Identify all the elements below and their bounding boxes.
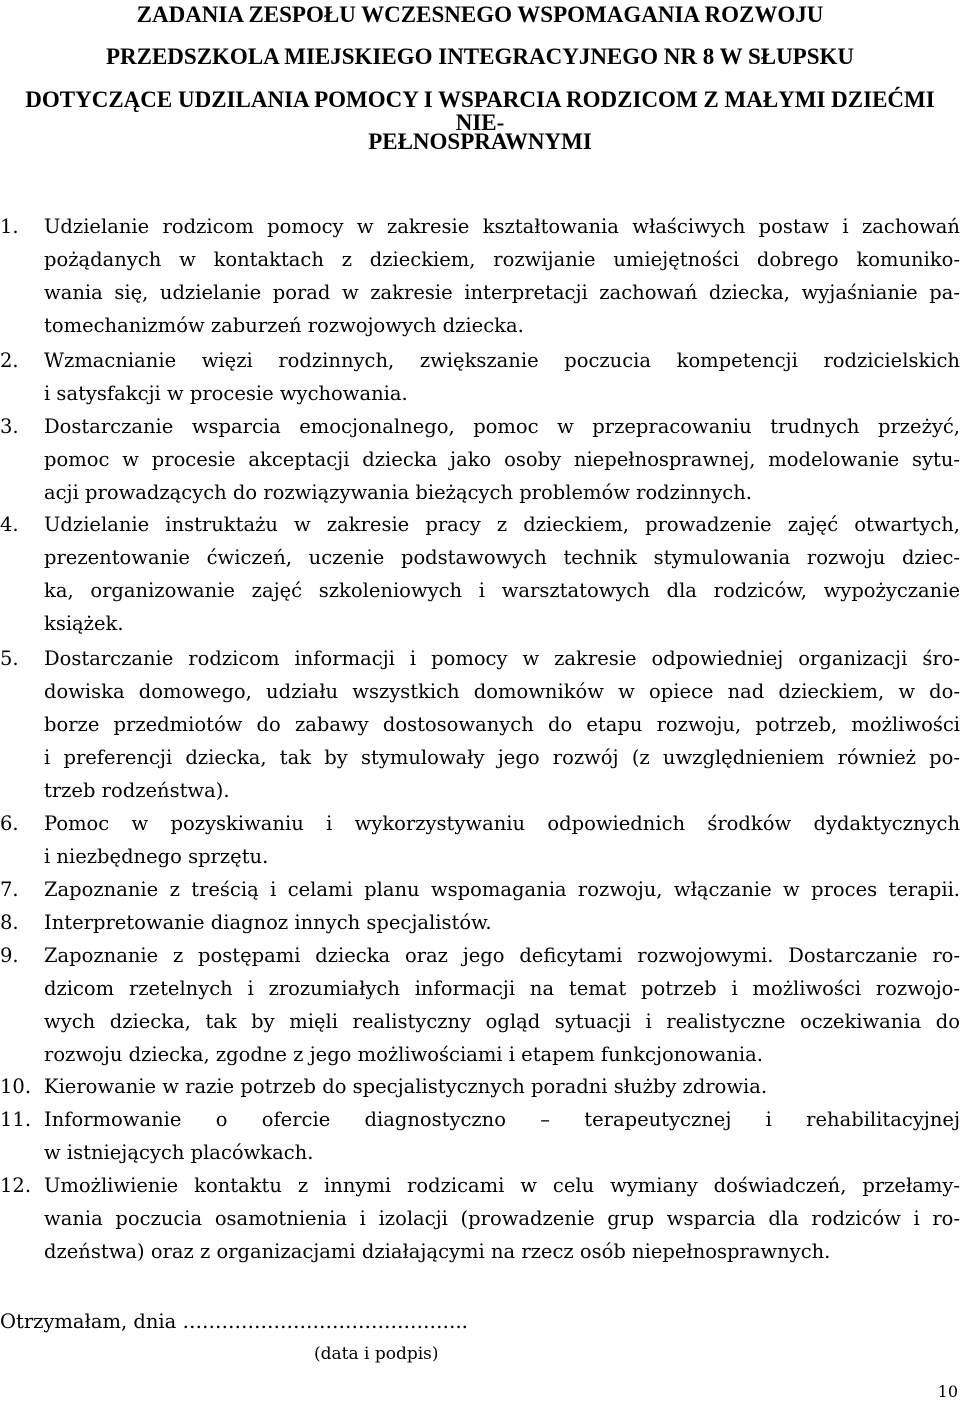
item-number: 4. [0,513,19,536]
item-text [44,939,960,1071]
title-line-3: DOTYCZĄCE UDZILANIA POMOCY I WSPARCIA RODZICOM Z MAŁYMI DZIEĆMI NIE- [25,87,935,135]
item-text-line: Umożliwienie kontaktu z innymi rodzicami w celu wymiany doświadczeń, przełamy- [44,1174,960,1197]
item-text-line: Pomoc w pozyskiwaniu i wykorzystywaniu odpowiednich środków dydaktycznych [44,812,960,835]
item-number: 5. [0,647,19,670]
item-text-line: książek. [44,612,124,635]
item-text-line: Interpretowanie diagnoz innych specjalistów. [44,911,492,934]
item-text-line: wania poczucia osamotnienia i izolacji (prowadzenie grup wsparcia dla rodziców i ro- [44,1207,960,1230]
page-number: 10 [937,1382,958,1401]
item-text-line: Zapoznanie z treścią i celami planu wspomagania rozwoju, włączanie w proces terapii. [44,878,960,901]
item-text-line: dzicom rzetelnych i zrozumiałych informacji na temat potrzeb i możliwości rozwojo- [44,977,960,1000]
item-number: 10. [0,1075,32,1098]
item-text [44,1070,960,1103]
item-text-line: i preferencji dziecka, tak by stymulowały jego rozwój (z uwzględnieniem również po- [44,746,960,769]
item-text [44,210,960,342]
item-number: 9. [0,944,19,967]
title-line-1: ZADANIA ZESPOŁU WCZESNEGO WSPOMAGANIA ROZWOJU [136,2,824,27]
item-text-line: wania się, udzielanie porad w zakresie interpretacji zachowań dziecka, wyjaśnianie pa- [44,281,960,304]
item-text-line: Udzielanie instruktażu w zakresie pracy z dzieckiem, prowadzenie zajęć otwartych, [44,513,960,536]
item-text-line: Zapoznanie z postępami dziecka oraz jego deficytami rozwojowymi. Dostarczanie ro- [44,944,960,967]
item-number: 12. [0,1174,32,1197]
title-line-2: PRZEDSZKOLA MIEJSKIEGO INTEGRACYJNEGO NR 8 W SŁUPSKU [105,44,855,69]
item-text-line: pomoc w procesie akceptacji dziecka jako osoby niepełnosprawnej, modelowanie sytu- [44,448,960,471]
item-text-line: acji prowadzących do rozwiązywania bieżących problemów rodzinnych. [44,481,752,504]
item-text-line: i niezbędnego sprzętu. [44,845,269,868]
item-text-line: Informowanie o ofercie diagnostyczno – terapeutycznej i rehabilitacyjnej [44,1108,960,1131]
item-text-line: trzeb rodzeństwa). [44,779,230,802]
item-text-line: prezentowanie ćwiczeń, uczenie podstawowych technik stymulowania rozwoju dziec- [44,546,960,569]
item-number: 8. [0,911,19,934]
item-text-line: dzeństwa) oraz z organizacjami działającymi na rzecz osób niepełnosprawnych. [44,1240,831,1263]
item-text-line: tomechanizmów zaburzeń rozwojowych dziecka. [44,314,524,337]
item-text-line: dowiska domowego, udziału wszystkich domowników w opiece nad dzieckiem, w do- [44,680,960,703]
item-text-line: ka, organizowanie zajęć szkoleniowych i warsztatowych dla rodziców, wypożyczanie [44,579,960,602]
item-number: 3. [0,415,19,438]
item-number: 11. [0,1108,32,1131]
title-line-4: PEŁNOSPRAWNYMI [368,129,592,154]
item-text-line: rozwoju dziecka, zgodne z jego możliwościami i etapem funkcjonowania. [44,1043,763,1066]
item-text-line: pożądanych w kontaktach z dzieckiem, rozwijanie umiejętności dobrego komuniko- [44,248,960,271]
item-number: 2. [0,349,19,372]
item-text-line: i satysfakcji w procesie wychowania. [44,382,408,405]
item-text [44,410,960,509]
item-text-line: Kierowanie w razie potrzeb do specjalistycznych poradni służby zdrowia. [44,1075,768,1098]
item-number: 6. [0,812,19,835]
item-text-line: wych dziecka, tak by mięli realistyczny ogląd sytuacji i realistyczne oczekiwania do [44,1010,960,1033]
item-number: 7. [0,878,19,901]
item-text [44,807,960,873]
item-text-line: Udzielanie rodzicom pomocy w zakresie kształtowania właściwych postaw i zachowań [44,215,960,238]
item-text-line: Dostarczanie rodzicom informacji i pomocy w zakresie odpowiedniej organizacji śro- [44,647,960,670]
signature-caption: (data i podpis) [314,1344,439,1364]
item-text [44,1103,960,1169]
item-text [44,1169,960,1268]
item-text [44,344,960,410]
received-date-line: Otrzymałam, dnia …………………………………….. [0,1310,468,1333]
item-text [44,906,960,939]
item-text-line: w istniejących placówkach. [44,1141,314,1164]
item-number: 1. [0,215,19,238]
item-text [44,642,960,807]
item-text [44,873,960,906]
item-text-line: borze przedmiotów do zabawy dostosowanych do etapu rozwoju, potrzeb, możliwości [44,713,960,736]
item-text [44,508,960,640]
item-text-line: Wzmacnianie więzi rodzinnych, zwiększanie poczucia kompetencji rodzicielskich [44,349,960,372]
item-text-line: Dostarczanie wsparcia emocjonalnego, pomoc w przepracowaniu trudnych przeżyć, [44,415,960,438]
